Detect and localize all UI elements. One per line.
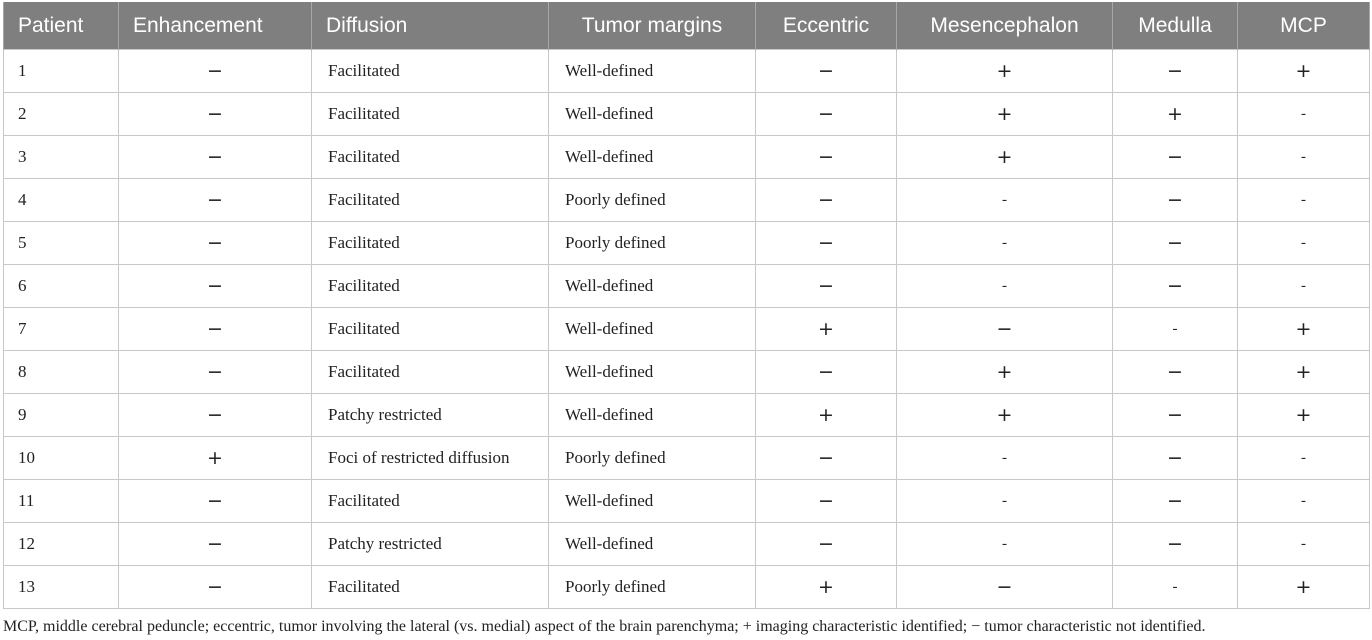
cell-mcp: - xyxy=(1238,222,1370,265)
cell-mcp: + xyxy=(1238,566,1370,609)
cell-diffusion: Patchy restricted xyxy=(312,394,549,437)
cell-tumor-margins: Well-defined xyxy=(549,136,756,179)
table-row xyxy=(4,308,1370,351)
cell-enhancement: − xyxy=(119,480,312,523)
cell-tumor-margins: Well-defined xyxy=(549,480,756,523)
cell-medulla: - xyxy=(1113,566,1238,609)
cell-medulla: − xyxy=(1113,480,1238,523)
cell-tumor-margins: Poorly defined xyxy=(549,566,756,609)
cell-patient: 11 xyxy=(4,480,119,523)
cell-patient: 3 xyxy=(4,136,119,179)
cell-mcp: - xyxy=(1238,480,1370,523)
cell-medulla: − xyxy=(1113,523,1238,566)
cell-medulla: − xyxy=(1113,394,1238,437)
cell-enhancement: − xyxy=(119,308,312,351)
column-header-diffusion: Diffusion xyxy=(312,2,549,50)
cell-tumor-margins: Well-defined xyxy=(549,394,756,437)
cell-eccentric: − xyxy=(756,50,897,93)
cell-diffusion: Facilitated xyxy=(312,566,549,609)
table-row xyxy=(4,179,1370,222)
cell-diffusion: Facilitated xyxy=(312,179,549,222)
cell-tumor-margins: Well-defined xyxy=(549,351,756,394)
cell-mcp: - xyxy=(1238,265,1370,308)
cell-enhancement: − xyxy=(119,93,312,136)
cell-diffusion: Facilitated xyxy=(312,222,549,265)
cell-eccentric: − xyxy=(756,179,897,222)
cell-eccentric: − xyxy=(756,93,897,136)
cell-mcp: - xyxy=(1238,93,1370,136)
cell-tumor-margins: Well-defined xyxy=(549,308,756,351)
cell-enhancement: − xyxy=(119,566,312,609)
table-row xyxy=(4,351,1370,394)
cell-patient: 7 xyxy=(4,308,119,351)
table-row xyxy=(4,394,1370,437)
cell-tumor-margins: Well-defined xyxy=(549,265,756,308)
column-header-mesencephalon: Mesencephalon xyxy=(897,2,1113,50)
cell-medulla: - xyxy=(1113,308,1238,351)
cell-tumor-margins: Well-defined xyxy=(549,523,756,566)
cell-enhancement: − xyxy=(119,50,312,93)
column-header-eccentric: Eccentric xyxy=(756,2,897,50)
cell-patient: 1 xyxy=(4,50,119,93)
cell-mesencephalon: + xyxy=(897,351,1113,394)
cell-diffusion: Facilitated xyxy=(312,93,549,136)
cell-eccentric: − xyxy=(756,136,897,179)
cell-enhancement: − xyxy=(119,523,312,566)
column-header-patient: Patient xyxy=(4,2,119,50)
table-header xyxy=(4,2,1370,50)
cell-diffusion: Patchy restricted xyxy=(312,523,549,566)
cell-patient: 4 xyxy=(4,179,119,222)
cell-mcp: + xyxy=(1238,50,1370,93)
cell-mesencephalon: - xyxy=(897,222,1113,265)
cell-mcp: - xyxy=(1238,523,1370,566)
cell-diffusion: Facilitated xyxy=(312,308,549,351)
cell-diffusion: Facilitated xyxy=(312,136,549,179)
cell-tumor-margins: Well-defined xyxy=(549,93,756,136)
cell-patient: 13 xyxy=(4,566,119,609)
cell-eccentric: − xyxy=(756,437,897,480)
cell-patient: 10 xyxy=(4,437,119,480)
table-row xyxy=(4,265,1370,308)
cell-patient: 9 xyxy=(4,394,119,437)
cell-mcp: + xyxy=(1238,308,1370,351)
cell-mesencephalon: + xyxy=(897,93,1113,136)
header-row xyxy=(4,2,1370,50)
cell-patient: 12 xyxy=(4,523,119,566)
cell-mesencephalon: + xyxy=(897,394,1113,437)
table-row xyxy=(4,222,1370,265)
cell-diffusion: Facilitated xyxy=(312,265,549,308)
cell-enhancement: + xyxy=(119,437,312,480)
table-body xyxy=(4,50,1370,609)
cell-eccentric: + xyxy=(756,394,897,437)
cell-diffusion: Foci of restricted diffusion xyxy=(312,437,549,480)
table-row xyxy=(4,523,1370,566)
cell-medulla: + xyxy=(1113,93,1238,136)
cell-tumor-margins: Well-defined xyxy=(549,50,756,93)
cell-mcp: - xyxy=(1238,437,1370,480)
table-row xyxy=(4,93,1370,136)
cell-eccentric: − xyxy=(756,222,897,265)
table-row xyxy=(4,437,1370,480)
table-row xyxy=(4,136,1370,179)
cell-medulla: − xyxy=(1113,136,1238,179)
cell-enhancement: − xyxy=(119,265,312,308)
cell-tumor-margins: Poorly defined xyxy=(549,179,756,222)
cell-mcp: + xyxy=(1238,351,1370,394)
cell-patient: 6 xyxy=(4,265,119,308)
column-header-tumor-margins: Tumor margins xyxy=(549,2,756,50)
table-row xyxy=(4,480,1370,523)
column-header-mcp: MCP xyxy=(1238,2,1370,50)
cell-mcp: + xyxy=(1238,394,1370,437)
cell-medulla: − xyxy=(1113,179,1238,222)
cell-mesencephalon: - xyxy=(897,179,1113,222)
cell-medulla: − xyxy=(1113,265,1238,308)
cell-eccentric: − xyxy=(756,480,897,523)
column-header-medulla: Medulla xyxy=(1113,2,1238,50)
table-row xyxy=(4,50,1370,93)
cell-enhancement: − xyxy=(119,394,312,437)
cell-mesencephalon: + xyxy=(897,50,1113,93)
cell-eccentric: − xyxy=(756,523,897,566)
table-row xyxy=(4,566,1370,609)
cell-mesencephalon: − xyxy=(897,308,1113,351)
cell-eccentric: − xyxy=(756,351,897,394)
cell-enhancement: − xyxy=(119,351,312,394)
cell-mcp: - xyxy=(1238,179,1370,222)
cell-medulla: − xyxy=(1113,351,1238,394)
cell-patient: 5 xyxy=(4,222,119,265)
cell-medulla: − xyxy=(1113,437,1238,480)
cell-medulla: − xyxy=(1113,50,1238,93)
cell-eccentric: + xyxy=(756,566,897,609)
cell-mesencephalon: + xyxy=(897,136,1113,179)
cell-enhancement: − xyxy=(119,136,312,179)
results-table-container xyxy=(3,2,1369,609)
cell-mesencephalon: - xyxy=(897,523,1113,566)
cell-mesencephalon: - xyxy=(897,265,1113,308)
cell-mcp: - xyxy=(1238,136,1370,179)
column-header-enhancement: Enhancement xyxy=(119,2,312,50)
cell-enhancement: − xyxy=(119,179,312,222)
cell-diffusion: Facilitated xyxy=(312,351,549,394)
cell-tumor-margins: Poorly defined xyxy=(549,437,756,480)
cell-tumor-margins: Poorly defined xyxy=(549,222,756,265)
cell-eccentric: − xyxy=(756,265,897,308)
cell-diffusion: Facilitated xyxy=(312,50,549,93)
cell-mesencephalon: - xyxy=(897,480,1113,523)
cell-eccentric: + xyxy=(756,308,897,351)
table-footnote: MCP, middle cerebral peduncle; eccentric, tumor involving the lateral (vs. medial) aspect of the brain parenchyma; + imaging characteristic identified; − tumor characteristic not identified. xyxy=(3,618,1206,635)
cell-patient: 2 xyxy=(4,93,119,136)
cell-enhancement: − xyxy=(119,222,312,265)
cell-medulla: − xyxy=(1113,222,1238,265)
cell-patient: 8 xyxy=(4,351,119,394)
cell-mesencephalon: − xyxy=(897,566,1113,609)
cell-mesencephalon: - xyxy=(897,437,1113,480)
cell-diffusion: Facilitated xyxy=(312,480,549,523)
imaging-findings-table xyxy=(3,2,1370,609)
